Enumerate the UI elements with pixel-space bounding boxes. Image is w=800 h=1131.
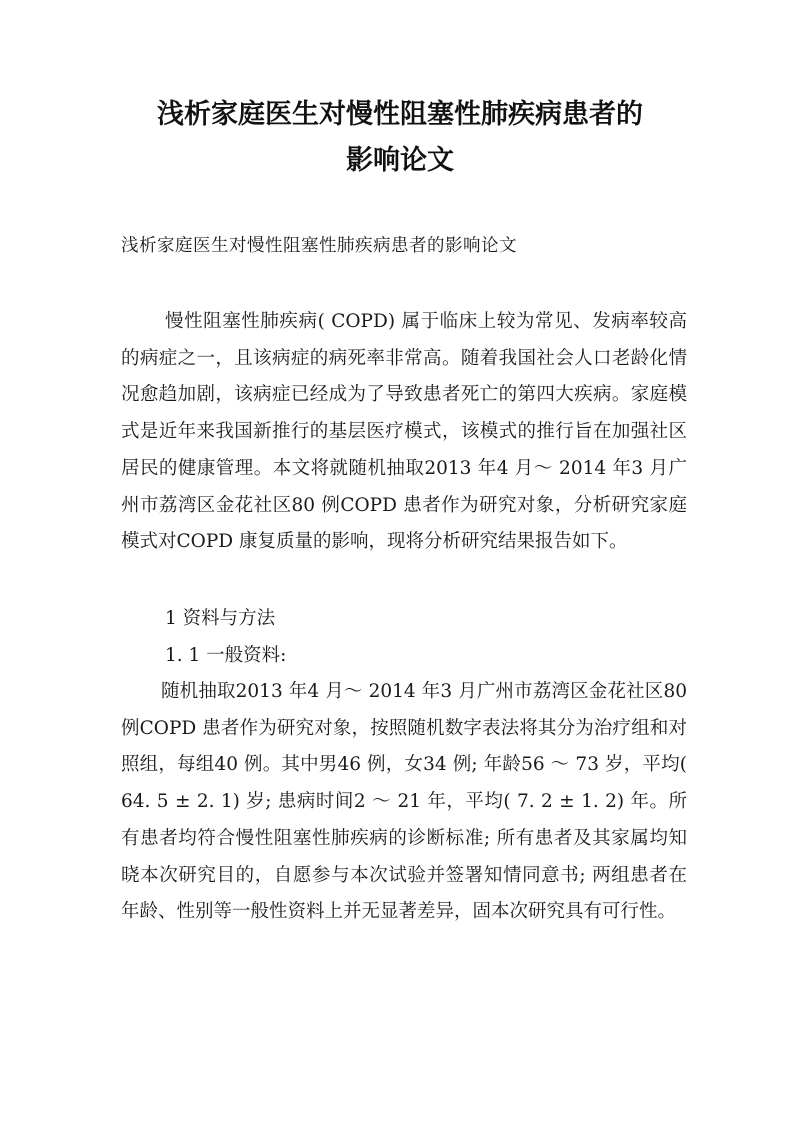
intro-paragraph: 慢性阻塞性肺疾病( COPD) 属于临床上较为常见、发病率较高的病症之一，且该病症的病死率非常高。随着我国社会人口老龄化情况愈趋加剧，该病症已经成为了导致患者死亡的第四大疾病。家庭模式是近年来我国新推行的基层医疗模式，该模式的推行旨在加强社区居民的健康管理。本文将就随机抽取2013 年4 月～ 2014 年3 月广州市荔湾区金花社区80 例COPD 患者作为研究对象，分析研究家庭模式对COPD 康复质量的影响，现将分析研究结果报告如下。 [121, 311, 687, 553]
subsection-heading: 1. 1 一般资料: [165, 645, 287, 666]
document-subtitle: 浅析家庭医生对慢性阻塞性肺疾病患者的影响论文 [121, 236, 517, 256]
document-title [80, 92, 720, 184]
title-line-2: 影响论文 [346, 145, 454, 176]
section-heading: 1 资料与方法 [165, 608, 276, 629]
title-line-1: 浅析家庭医生对慢性阻塞性肺疾病患者的 [157, 99, 643, 130]
general-data-paragraph: 随机抽取2013 年4 月～ 2014 年3 月广州市荔湾区金花社区80 例COPD 患者作为研究对象，按照随机数字表法将其分为治疗组和对照组，每组40 例。其中男46 例，女34 例; 年龄56 ～ 73 岁，平均( 64. 5 ± 2. 1) 岁; 患病时间2 ～ 21 年，平均( 7. 2 ± 1. 2) 年。所有患者均符合慢性阻塞性肺疾病的诊断标准; 所有患者及其家属均知晓本次研究目的，自愿参与本次试验并签署知情同意书; 两组患者在年龄、性别等一般性资料上并无显著差异，固本次研究具有可行性。 [121, 681, 687, 923]
